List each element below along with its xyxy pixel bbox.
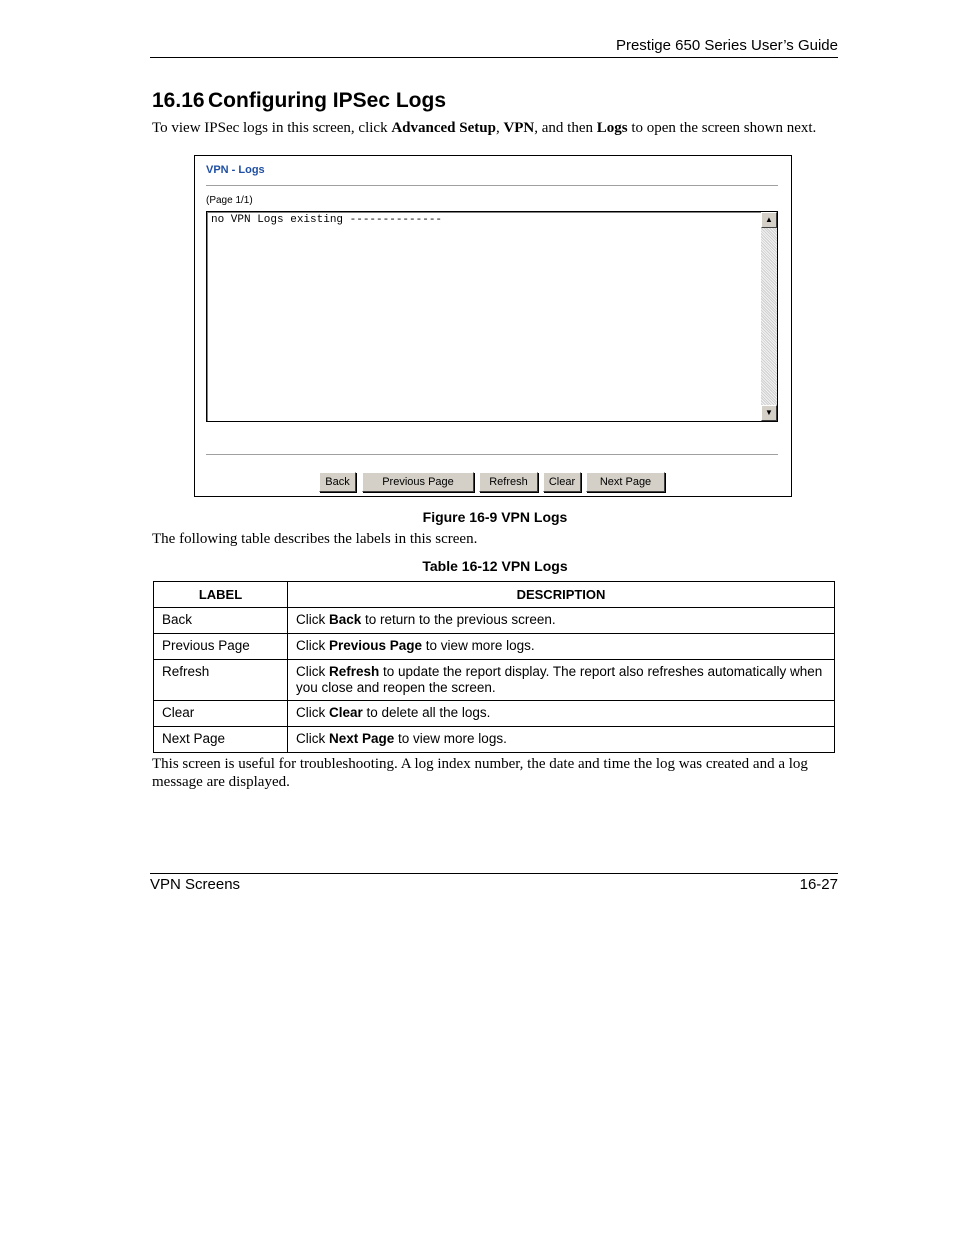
section-heading-text: Configuring IPSec Logs [208,89,447,112]
divider [206,185,778,187]
description-text: Click [296,612,329,627]
back-button[interactable]: Back [319,472,356,492]
log-text: no VPN Logs existing -------------- [211,214,443,226]
description-text: Click [296,664,329,679]
description-text: Click [296,705,329,720]
log-textarea[interactable] [206,211,778,422]
table-header-row [154,582,835,608]
next-page-button[interactable]: Next Page [586,472,665,492]
row-description [288,701,835,727]
description-text: Click [296,731,329,746]
row-label: Back [154,608,288,634]
figure-caption: Figure 16-9 VPN Logs [422,509,568,525]
description-text: to update the report display. The report also refreshes automatically when you close and reopen the screen. [296,664,823,695]
screen-title: VPN - Logs [206,164,265,176]
row-label: Next Page [154,727,288,753]
row-label: Clear [154,701,288,727]
section-title [152,89,446,113]
row-description [288,634,835,660]
intro-text: , and then [534,120,597,136]
intro-text: to open the screen shown next. [627,120,817,136]
vpn-logs-screenshot [194,155,792,497]
button-row [195,472,791,493]
description-text: to view more logs. [394,731,507,746]
previous-page-button[interactable]: Previous Page [362,472,474,492]
description-bold: Previous Page [329,638,423,653]
scroll-down-icon[interactable]: ▼ [761,405,777,421]
row-description [288,727,835,753]
divider [206,454,778,456]
refresh-button[interactable]: Refresh [479,472,538,492]
intro-text: , [495,120,504,136]
description-bold: Refresh [329,664,380,679]
table-intro: The following table describes the labels in this screen. [152,531,478,547]
scroll-up-icon[interactable]: ▲ [761,212,777,228]
intro-bold-vpn: VPN [503,120,535,136]
description-bold: Clear [329,705,363,720]
footer-chapter: VPN Screens [150,876,241,893]
table-row [154,608,835,634]
column-header-label: LABEL [154,582,288,608]
description-bold: Back [329,612,362,627]
vertical-scrollbar[interactable] [761,212,777,421]
section-number: 16.16 [152,89,205,112]
intro-bold-logs: Logs [596,120,628,136]
intro-bold-advanced-setup: Advanced Setup [391,120,496,136]
clear-button[interactable]: Clear [543,472,581,492]
description-text: to delete all the logs. [362,705,491,720]
description-text: Click [296,638,329,653]
row-label: Previous Page [154,634,288,660]
guide-title: Prestige 650 Series User’s Guide [615,37,838,54]
labels-table [153,581,835,753]
table-row [154,660,835,701]
row-description [288,608,835,634]
description-bold: Next Page [329,731,395,746]
table-row [154,634,835,660]
table-row [154,727,835,753]
page-indicator: (Page 1/1) [206,195,253,206]
description-text: to view more logs. [422,638,535,653]
page-number: 16-27 [799,876,838,893]
row-description [288,660,835,701]
table-row [154,701,835,727]
page-footer [150,873,838,893]
outro-paragraph: This screen is useful for troubleshooting. A log index number, the date and time the log was created and a log message are displayed. [152,756,808,790]
page-header [150,37,838,58]
intro-paragraph [152,119,838,137]
row-label: Refresh [154,660,288,701]
description-text: to return to the previous screen. [361,612,556,627]
intro-text: To view IPSec logs in this screen, click [152,120,392,136]
table-caption: Table 16-12 VPN Logs [422,558,568,574]
column-header-description: DESCRIPTION [288,582,835,608]
